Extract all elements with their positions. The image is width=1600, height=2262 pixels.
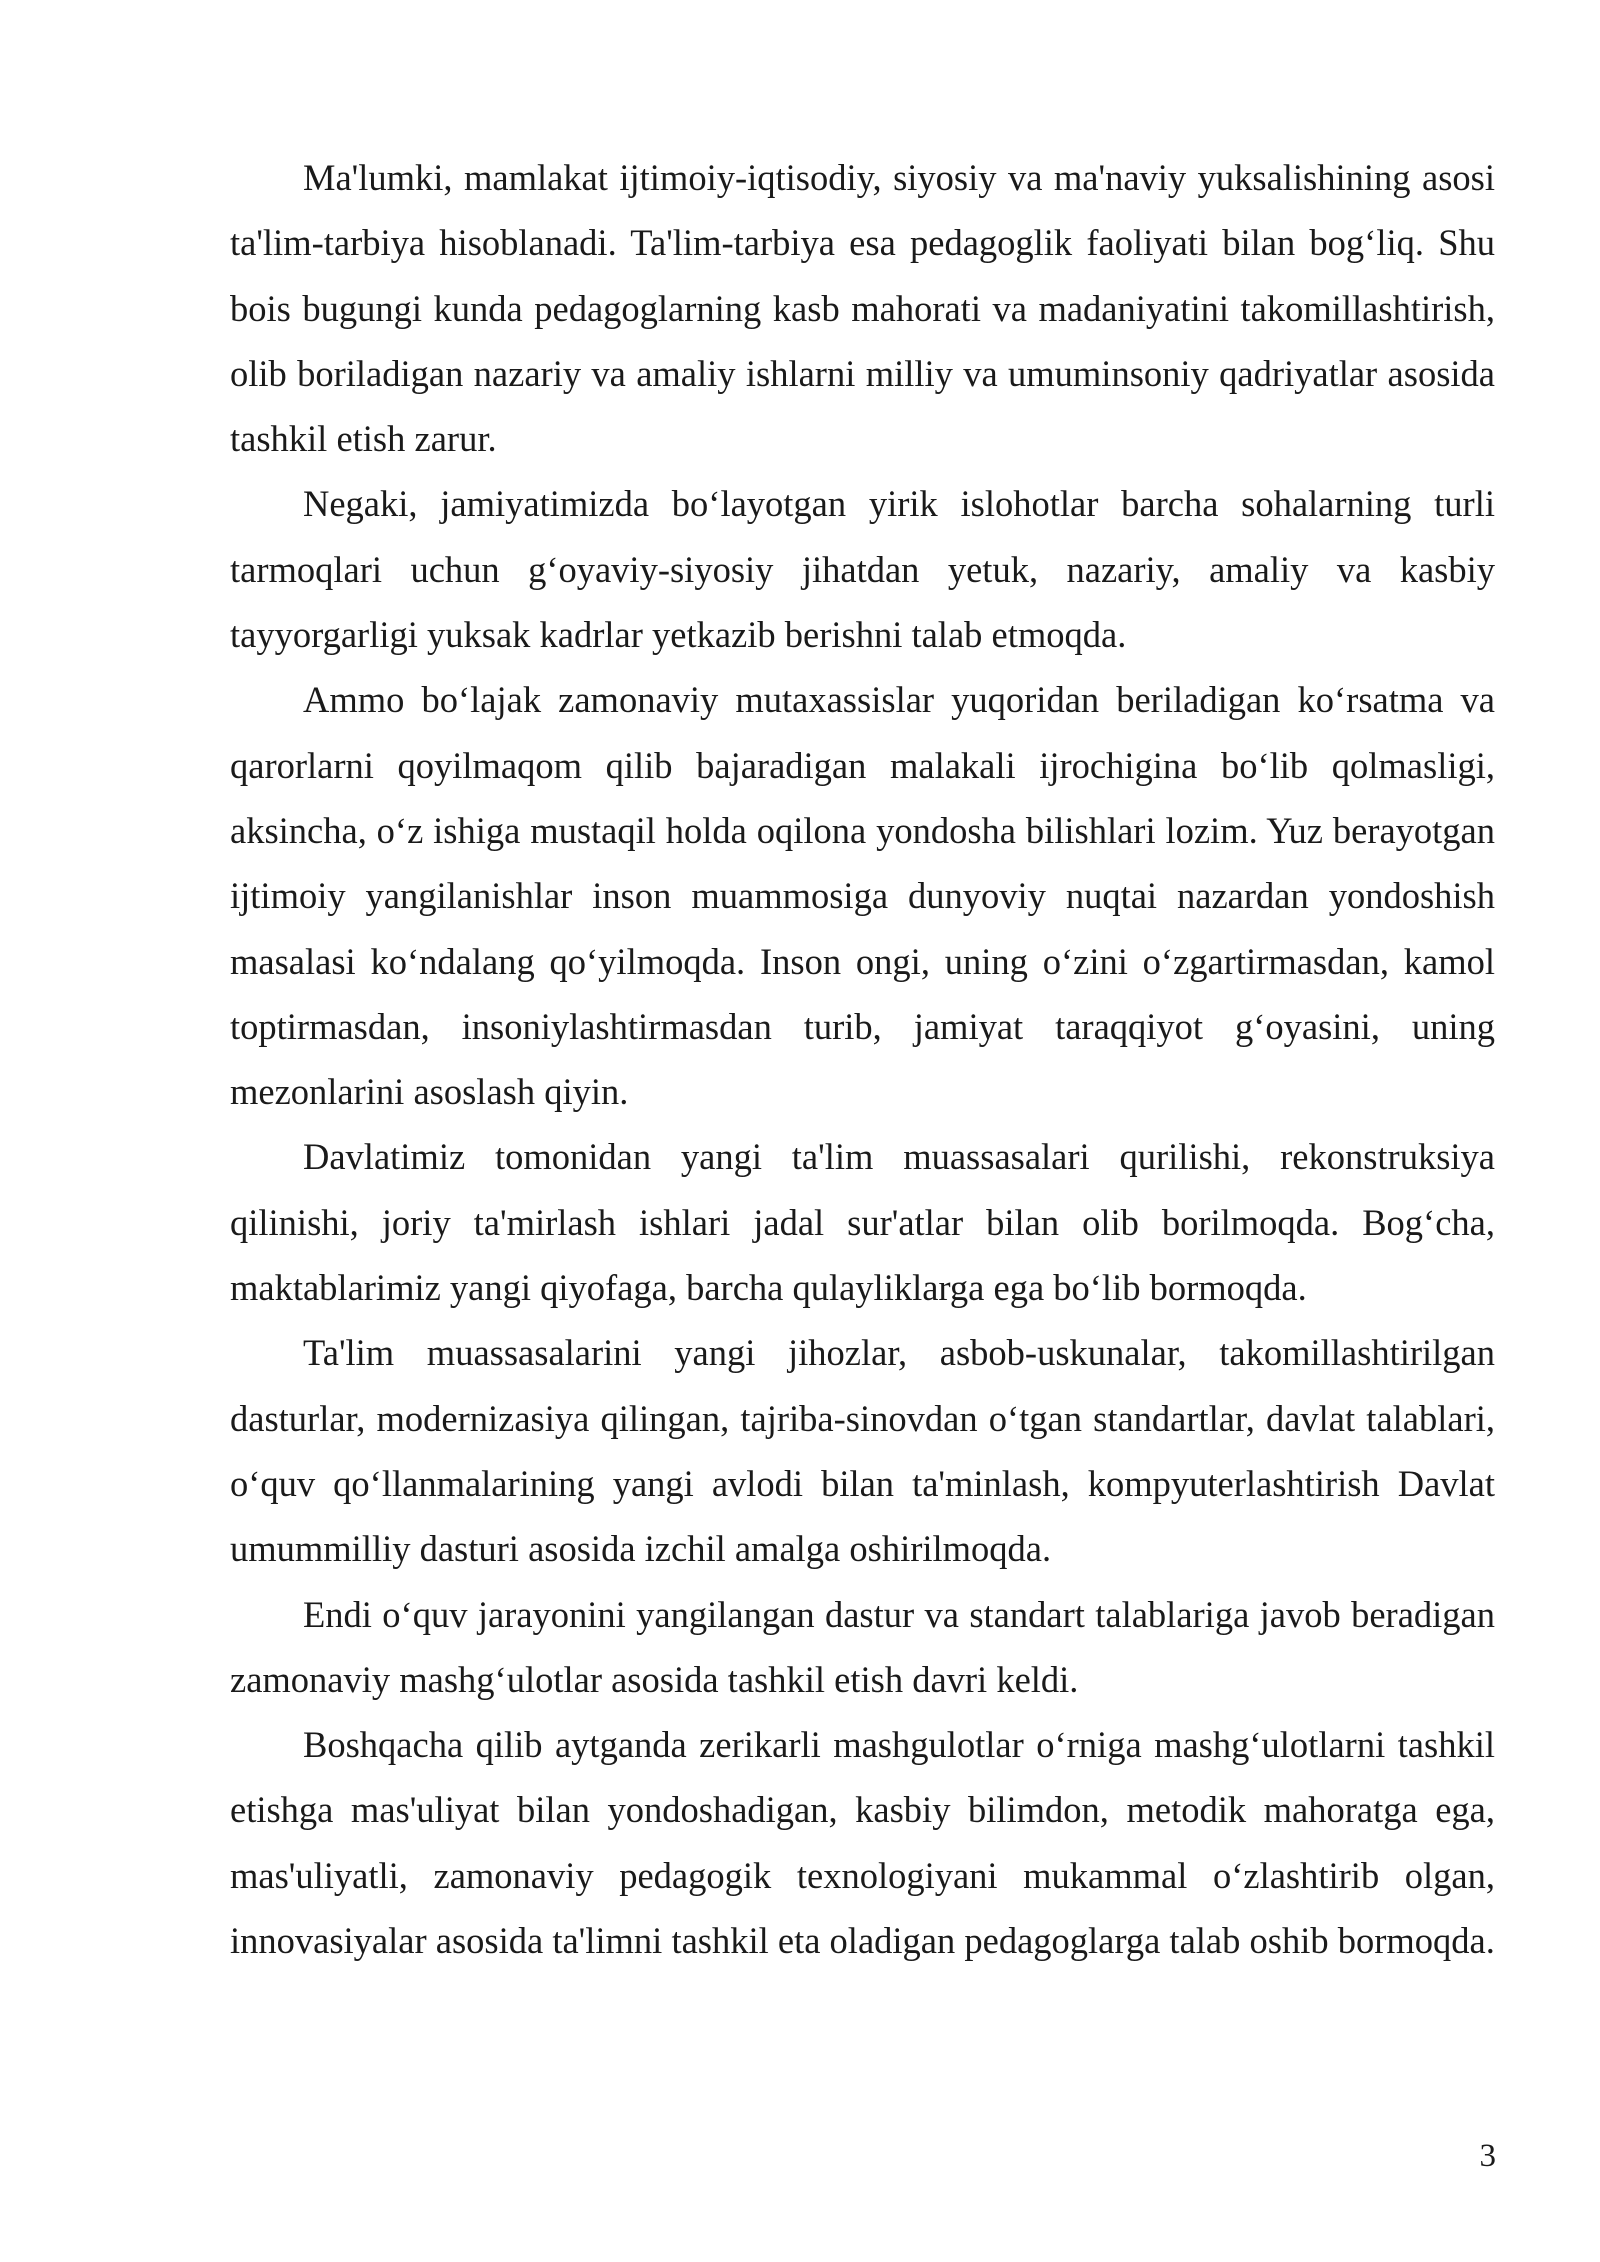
paragraph-1: Ma'lumki, mamlakat ijtimoiy-iqtisodiy, siyosiy va ma'naviy yuksalishining asosi ta'lim-tarbiya hisoblanadi. Ta'lim-tarbiya esa pedagoglik faoliyati bilan bog‘liq. Shu bois bugungi kunda pedagoglarning kasb mahorati va madaniyatini takomillashtirish, olib boriladigan nazariy va amaliy ishlarni milliy va umuminsoniy qadriyatlar asosida tashkil etish zarur. xyxy=(230,157,1495,460)
paragraph-2: Negaki, jamiyatimizda bo‘layotgan yirik islohotlar barcha sohalarning turli tarmoqlari uchun g‘oyaviy-siyosiy jihatdan yetuk, nazariy, amaliy va kasbiy tayyorgarligi yuksak kadrlar yetkazib berishni talab etmoqda. xyxy=(230,483,1495,656)
document-body xyxy=(230,145,1495,1973)
paragraph-4: Davlatimiz tomonidan yangi ta'lim muassasalari qurilishi, rekonstruksiya qilinishi, joriy ta'mirlash ishlari jadal sur'atlar bilan olib borilmoqda. Bog‘cha, maktablarimiz yangi qiyofaga, barcha qulayliklarga ega bo‘lib bormoqda. xyxy=(230,1136,1495,1309)
paragraph-7: Boshqacha qilib aytganda zerikarli mashgulotlar o‘rniga mashg‘ulotlarni tashkil etishga mas'uliyat bilan yondoshadigan, kasbiy bilimdon, metodik mahoratga ega, mas'uliyatli, zamonaviy pedagogik texnologiyani mukammal o‘zlashtirib olgan, innovasiyalar asosida ta'limni tashkil eta oladigan pedagoglarga talab oshib bormoqda. xyxy=(230,1724,1495,1962)
page-number: 3 xyxy=(1479,2138,1496,2174)
paragraph-3: Ammo bo‘lajak zamonaviy mutaxassislar yuqoridan beriladigan ko‘rsatma va qarorlarni qoyilmaqom qilib bajaradigan malakali ijrochigina bo‘lib qolmasligi, aksincha, o‘z ishiga mustaqil holda oqilona yondosha bilishlari lozim. Yuz berayotgan ijtimoiy yangilanishlar inson muammosiga dunyoviy nuqtai nazardan yondoshish masalasi ko‘ndalang qo‘yilmoqda. Inson ongi, uning o‘zini o‘zgartirmasdan, kamol toptirmasdan, insoniylashtirmasdan turib, jamiyat taraqqiyot g‘oyasini, uning mezonlarini asoslash qiyin. xyxy=(230,679,1495,1113)
paragraph-5: Ta'lim muassasalarini yangi jihozlar, asbob-uskunalar, takomillashtirilgan dasturlar, modernizasiya qilingan, tajriba-sinovdan o‘tgan standartlar, davlat talablari, o‘quv qo‘llanmalarining yangi avlodi bilan ta'minlash, kompyuterlashtirish Davlat umummilliy dasturi asosida izchil amalga oshirilmoqda. xyxy=(230,1332,1495,1570)
paragraph-6: Endi o‘quv jarayonini yangilangan dastur va standart talablariga javob beradigan zamonaviy mashg‘ulotlar asosida tashkil etish davri keldi. xyxy=(230,1593,1495,1700)
